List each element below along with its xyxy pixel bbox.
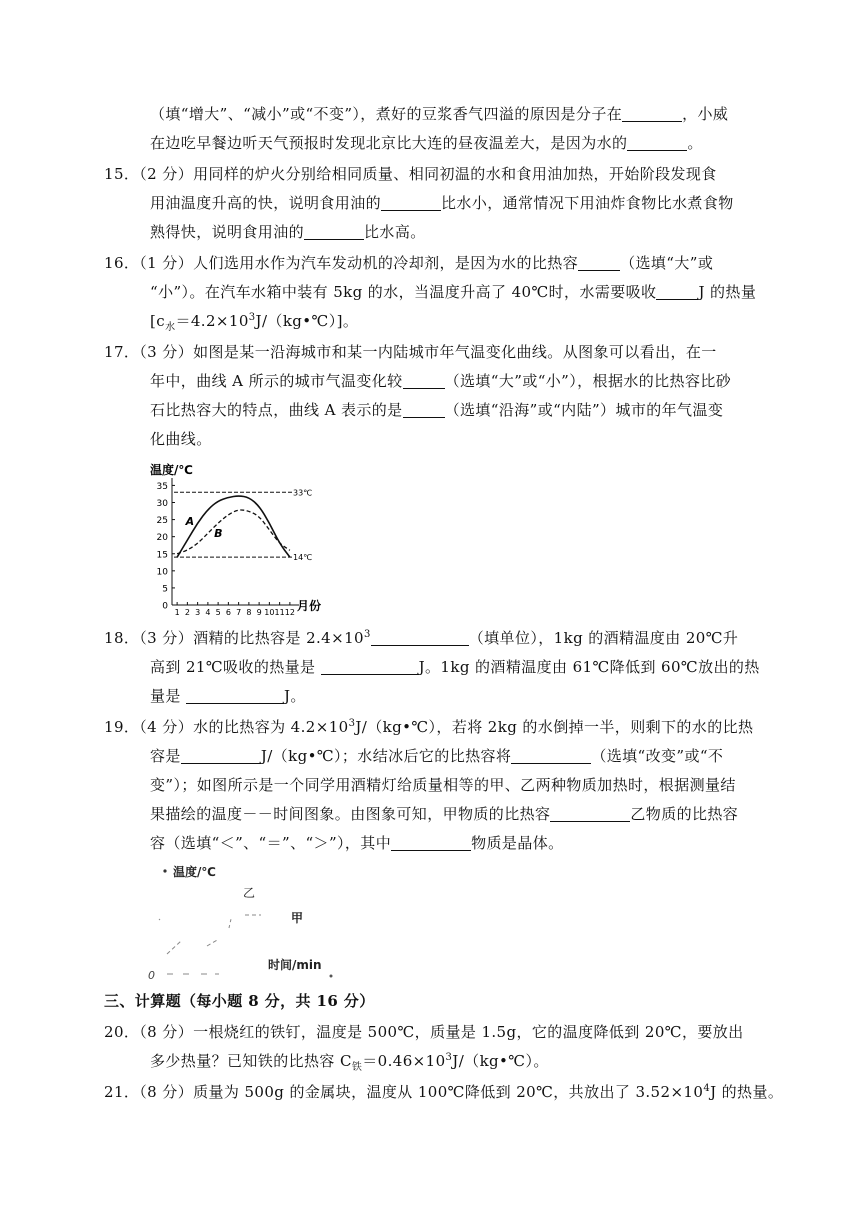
y-axis-label: 温度/℃ (150, 463, 193, 477)
fig2-label-yi: 乙 (243, 886, 256, 900)
y-tick-label: 35 (156, 481, 168, 492)
x-tick-label: 2 (184, 608, 190, 617)
x-tick-label: 12 (284, 608, 295, 617)
q16-line-2: “小”）。在汽车水箱中装有 5kg 的水，当温度升高了 40℃时，水需要吸收 J 的热量 (150, 283, 757, 301)
answer-blank[interactable] (371, 629, 469, 646)
x-axis-label: 月份 (297, 599, 322, 613)
answer-blank[interactable] (627, 134, 687, 151)
axis-dot (330, 975, 333, 978)
q18-line-1: 18．（3 分）酒精的比热容是 $2.4\times 10^3$ （填单位），1kg 的酒精温度由 20℃升 (104, 629, 739, 647)
reference-label: 14℃ (293, 553, 313, 563)
y-tick-label: 0 (162, 601, 168, 612)
q15-line-2: 用油温度升高的快，说明食用油的 比水小，通常情况下用油炸食物比水煮食物 (150, 194, 734, 212)
x-tick-label: 4 (205, 608, 211, 617)
q16-line-1: 16．（1 分）人们选用水作为汽车发动机的冷却剂，是因为水的比热容 （选填“大”或 (104, 254, 714, 272)
temperature-curve-chart (140, 460, 340, 618)
q17-line-1: 17．（3 分）如图是某一沿海城市和某一内陆城市年气温变化曲线。从图象可以看出，在一 (104, 343, 717, 361)
x-tick-label: 6 (225, 608, 231, 617)
fig2-origin: 0 (148, 969, 155, 982)
q20-line-2: 多少热量？已知铁的比热容 $C_铁=0.46\times 10^3J/(kg•℃)$。 (150, 1052, 549, 1073)
q19-line-2: 容是 J/（kg•℃）；水结冰后它的比热容将 （选填“改变”或“不 (150, 747, 724, 765)
y-tick-label: 15 (156, 550, 168, 561)
q19-line-3: 变”）；如图所示是一个同学用酒精灯给质量相等的甲、乙两种物质加热时，根据测量结 (150, 776, 736, 794)
series-label-a: A (185, 515, 195, 528)
temperature-time-figure (145, 862, 345, 982)
y-tick-label: 20 (156, 533, 168, 544)
q21-line-1: 21．（8 分）质量为 500g 的金属块，温度从 100℃降低到 20℃，共放出了 $3.52\times 10^4J$ 的热量。 (104, 1083, 784, 1101)
x-tick-label: 10 (264, 608, 275, 617)
y-tick-label: 25 (156, 516, 168, 527)
q15-line-1: 15．（2 分）用同样的炉火分别给相同质量、相同初温的水和食用油加热，开始阶段发现食 (104, 165, 717, 183)
x-tick-label: 3 (195, 608, 201, 617)
fig2-y-label: 温度/℃ (173, 865, 216, 879)
fig2-label-jia: 甲 (291, 911, 304, 925)
series-label-b: B (214, 527, 223, 540)
chart-annotations (174, 488, 312, 562)
answer-blank[interactable] (622, 105, 682, 122)
axis-dot (163, 869, 166, 872)
answer-blank[interactable] (304, 223, 364, 240)
answer-blank[interactable] (186, 687, 284, 704)
answer-blank[interactable] (181, 747, 261, 764)
y-tick-label: 5 (162, 584, 168, 595)
answer-blank[interactable] (391, 834, 471, 851)
answer-blank[interactable] (403, 401, 445, 418)
q18-line-2: 高到 21℃吸收的热量是 J。1kg 的酒精温度由 61℃降低到 60℃放出的热 (150, 658, 760, 676)
answer-blank[interactable] (656, 283, 698, 300)
chart-series (177, 496, 290, 557)
q16-line-3: $[c_水=4.2\times 10^3J/(kg•℃)]$。 (150, 312, 359, 333)
answer-blank[interactable] (578, 254, 620, 271)
answer-blank[interactable] (321, 658, 419, 675)
q20-line-1: 20．（8 分）一根烧红的铁钉，温度是 500℃，质量是 1.5g，它的温度降低到 20℃，要放出 (104, 1023, 744, 1041)
fig2-x-label: 时间/min (268, 958, 322, 972)
q17-line-3: 石比热容大的特点，曲线 A 表示的是 （选填“沿海”或“内陆”）城市的年气温变 (150, 401, 724, 419)
q19-line-4: 果描绘的温度－－时间图象。由图象可知，甲物质的比热容 乙物质的比热容 (150, 805, 739, 823)
x-tick-label: 9 (256, 608, 262, 617)
q18-line-3: 量是 J。 (150, 687, 306, 705)
q19-line-5: 容（选填“＜”、“＝”、“＞”），其中 物质是晶体。 (150, 834, 564, 852)
x-tick-label: 11 (274, 608, 285, 617)
q15-line-3: 熟得快，说明食用油的 比水高。 (150, 223, 426, 241)
x-tick-label: 8 (246, 608, 252, 617)
y-tick-label: 30 (156, 499, 168, 509)
q19-line-1: 19．（4 分）水的比热容为 $4.2\times 10^3J/(kg•℃)$，若将 2kg 的水倒掉一半，则剩下的水的比热 (104, 718, 754, 736)
answer-blank[interactable] (550, 805, 630, 822)
x-tick-label: 5 (215, 608, 221, 617)
answer-blank[interactable] (511, 747, 591, 764)
q17-line-4: 化曲线。 (150, 430, 212, 448)
q14-line-1: （填“增大”、“减小”或“不变”），煮好的豆浆香气四溢的原因是分子在 ，小威 (150, 105, 729, 123)
q14-line-2: 在边吃早餐边听天气预报时发现北京比大连的昼夜温差大，是因为水的 。 (150, 134, 703, 152)
x-tick-label: 7 (236, 608, 242, 617)
section-3-title: 三、计算题（每小题 8 分，共 16 分） (104, 992, 375, 1010)
q17-line-2: 年中，曲线 A 所示的城市气温变化较 （选填“大”或“小”），根据水的比热容比砂 (150, 372, 732, 390)
answer-blank[interactable] (381, 194, 441, 211)
x-tick-label: 1 (174, 608, 180, 617)
chart-ticks (157, 482, 295, 617)
faint-curves (159, 915, 261, 974)
reference-label: 33℃ (293, 488, 313, 498)
y-tick-label: 10 (156, 567, 168, 578)
answer-blank[interactable] (403, 372, 445, 389)
